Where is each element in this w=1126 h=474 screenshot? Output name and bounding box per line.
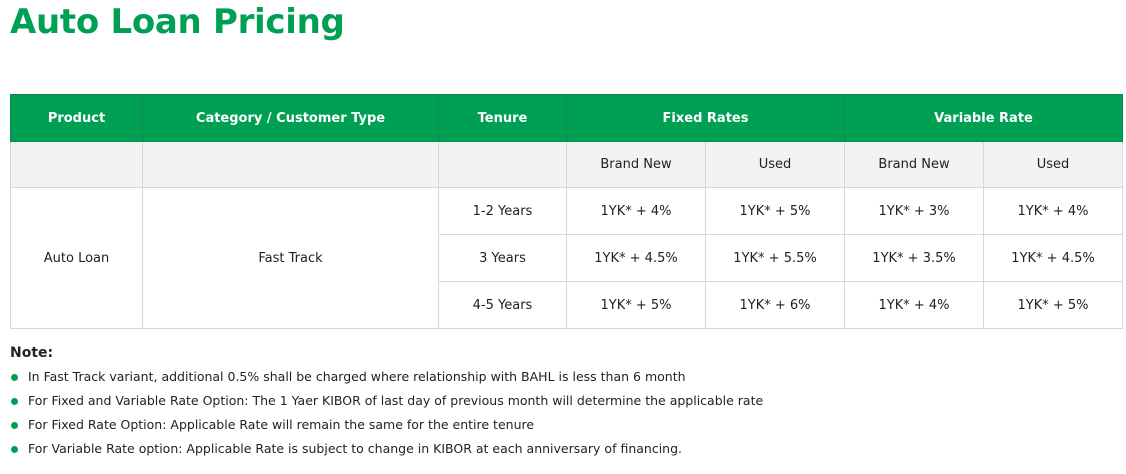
variable-brand-new-cell: 1YK* + 3.5% — [845, 235, 984, 282]
fixed-brand-new-cell: 1YK* + 5% — [567, 282, 706, 329]
category-cell: Fast Track — [143, 188, 439, 329]
bullet-dot-icon — [11, 374, 18, 381]
subheader-empty-cell — [11, 142, 143, 188]
tenure-cell: 3 Years — [439, 235, 567, 282]
subheader-fixed-used: Used — [706, 142, 845, 188]
subheader-variable-used: Used — [984, 142, 1123, 188]
header-fixed-rates: Fixed Rates — [567, 95, 845, 142]
notes-title: Note: — [10, 345, 54, 361]
note-text: For Fixed Rate Option: Applicable Rate will remain the same for the entire tenure — [28, 417, 535, 432]
fixed-used-cell: 1YK* + 6% — [706, 282, 845, 329]
table-header-row — [11, 95, 1123, 142]
note-item — [10, 365, 1110, 389]
bullet-dot-icon — [11, 446, 18, 453]
subheader-variable-brand-new: Brand New — [845, 142, 984, 188]
fixed-brand-new-cell: 1YK* + 4% — [567, 188, 706, 235]
subheader-empty-cell — [439, 142, 567, 188]
note-item — [10, 413, 1110, 437]
product-cell: Auto Loan — [11, 188, 143, 329]
variable-brand-new-cell: 1YK* + 4% — [845, 282, 984, 329]
header-tenure: Tenure — [439, 95, 567, 142]
fixed-brand-new-cell: 1YK* + 4.5% — [567, 235, 706, 282]
bullet-dot-icon — [11, 422, 18, 429]
subheader-empty-cell — [143, 142, 439, 188]
fixed-used-cell: 1YK* + 5.5% — [706, 235, 845, 282]
pricing-table — [10, 94, 1123, 329]
table-subheader-row — [11, 142, 1123, 188]
page-title: Auto Loan Pricing — [10, 2, 345, 42]
variable-used-cell: 1YK* + 4% — [984, 188, 1123, 235]
subheader-fixed-brand-new: Brand New — [567, 142, 706, 188]
tenure-cell: 1-2 Years — [439, 188, 567, 235]
note-text: For Fixed and Variable Rate Option: The 1 Yaer KIBOR of last day of previous month will determine the applicable rate — [28, 393, 764, 408]
note-text: For Variable Rate option: Applicable Rate is subject to change in KIBOR at each anniversary of financing. — [28, 441, 682, 456]
tenure-cell: 4-5 Years — [439, 282, 567, 329]
fixed-used-cell: 1YK* + 5% — [706, 188, 845, 235]
variable-used-cell: 1YK* + 5% — [984, 282, 1123, 329]
header-product: Product — [11, 95, 143, 142]
table-row — [11, 188, 1123, 235]
notes-section — [10, 345, 1110, 461]
header-variable-rate: Variable Rate — [845, 95, 1123, 142]
notes-list — [10, 365, 1110, 461]
bullet-dot-icon — [11, 398, 18, 405]
variable-used-cell: 1YK* + 4.5% — [984, 235, 1123, 282]
note-item — [10, 389, 1110, 413]
variable-brand-new-cell: 1YK* + 3% — [845, 188, 984, 235]
header-category: Category / Customer Type — [143, 95, 439, 142]
note-text: In Fast Track variant, additional 0.5% shall be charged where relationship with BAHL is less than 6 month — [28, 369, 686, 384]
note-item — [10, 437, 1110, 461]
